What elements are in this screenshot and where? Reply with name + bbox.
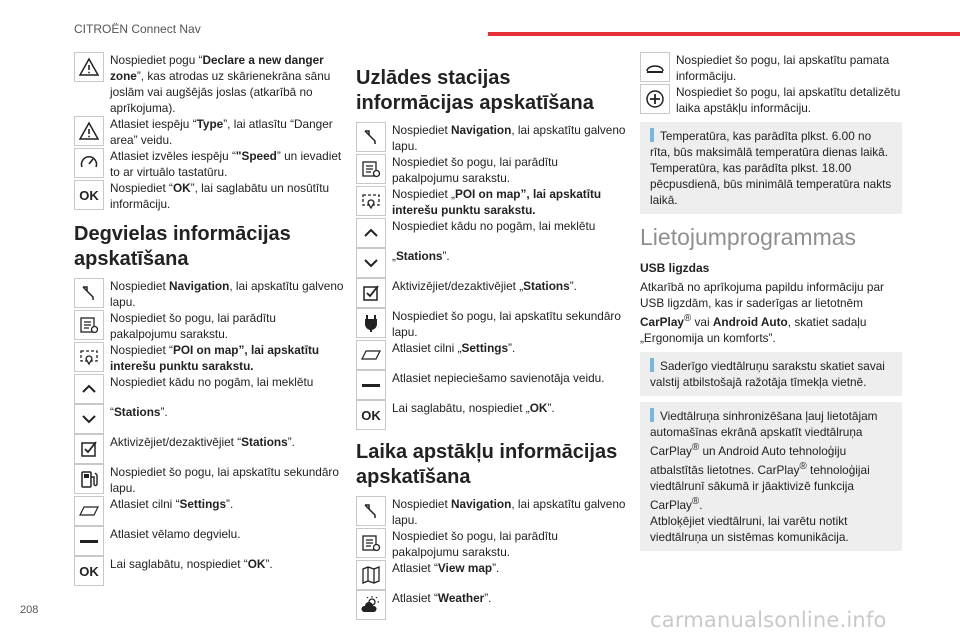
info-note-sync: Viedtālruņa sinhronizēšana ļauj lietotājam automašīnas ekrānā apskatīt viedtālruņa CarPlay® un Android Auto tehnoloģiju atbalstītās lietotnes. CarPlay® tehnoloģijai viedtālrunī sākumā ir jāaktivizē funkcija CarPlay®. Atbloķējiet viedtālruni, lai varētu notikt viedtālruņa un sistēmas komunikācija. bbox=[640, 402, 902, 551]
instruction-row bbox=[356, 308, 628, 340]
watermark: carmanualsonline.info bbox=[650, 608, 887, 632]
navigation-icon bbox=[356, 496, 386, 526]
instruction-row bbox=[356, 400, 628, 430]
checkbox-icon bbox=[74, 434, 104, 464]
fuel-pump-icon bbox=[74, 464, 104, 494]
checkbox-icon bbox=[356, 278, 386, 308]
header-accent-bar bbox=[488, 32, 960, 36]
instruction-row bbox=[640, 84, 902, 116]
navigation-icon bbox=[74, 278, 104, 308]
instruction-text: Nospiediet Navigation, lai apskatītu galveno lapu. bbox=[392, 123, 626, 153]
info-icon bbox=[650, 408, 654, 422]
header-title: CITROËN Connect Nav bbox=[74, 22, 201, 36]
settings-tab-icon bbox=[74, 496, 104, 526]
instruction-text: Nospiediet šo pogu, lai apskatītu pamata informāciju. bbox=[676, 53, 890, 83]
instruction-row bbox=[74, 180, 344, 212]
instruction-text: Nospiediet „POI on map”, lai apskatītu interešu punktu sarakstu. bbox=[392, 187, 602, 217]
instruction-text: „Stations”. bbox=[392, 249, 450, 263]
ev-plug-icon bbox=[356, 308, 386, 338]
instruction-text: Nospiediet pogu “Declare a new danger zone”, kas atrodas uz skārienekrāna sānu joslām vai augšējās joslas (atkarībā no aprīkojuma). bbox=[110, 53, 331, 115]
instruction-text: Nospiediet šo pogu, lai parādītu pakalpojumu sarakstu. bbox=[392, 529, 558, 559]
instruction-text: Nospiediet Navigation, lai apskatītu galveno lapu. bbox=[392, 497, 626, 527]
chevron-up-icon bbox=[356, 218, 386, 248]
map-icon bbox=[356, 560, 386, 590]
weather-icon bbox=[356, 590, 386, 620]
column-left bbox=[74, 52, 344, 586]
instruction-row bbox=[356, 370, 628, 400]
usb-paragraph: Atkarībā no aprīkojuma papildu informāciju par USB ligzdām, kas ir saderīgas ar lietotnēm CarPlay® vai Android Auto, skatiet sadaļu „Ergonomija un komforts”. bbox=[640, 280, 884, 345]
column-middle bbox=[356, 56, 628, 620]
instruction-row bbox=[74, 278, 344, 310]
info-icon bbox=[650, 128, 654, 142]
instruction-row bbox=[74, 52, 344, 116]
section-heading: Uzlādes stacijas informācijas apskatīšana bbox=[356, 67, 594, 114]
instruction-row bbox=[356, 528, 628, 560]
instruction-text: Nospiediet Navigation, lai apskatītu galveno lapu. bbox=[110, 279, 344, 309]
instruction-row bbox=[74, 342, 344, 374]
instruction-row bbox=[356, 248, 628, 278]
instruction-row bbox=[74, 404, 344, 434]
instruction-text: Atlasiet nepieciešamo savienotāja veidu. bbox=[392, 371, 605, 385]
instruction-text: Nospiediet šo pogu, lai apskatītu detalizētu laika apstākļu informāciju. bbox=[676, 85, 901, 115]
instruction-text: Nospiediet “OK”, lai saglabātu un nosūtītu informāciju. bbox=[110, 181, 330, 211]
warning-icon bbox=[74, 52, 104, 82]
column-right bbox=[640, 52, 902, 557]
speed-icon bbox=[74, 148, 104, 178]
instruction-row bbox=[74, 464, 344, 496]
instruction-row bbox=[74, 434, 344, 464]
instruction-row bbox=[356, 186, 628, 218]
instruction-row bbox=[356, 278, 628, 308]
navigation-icon bbox=[356, 122, 386, 152]
instruction-text: Nospiediet šo pogu, lai apskatītu sekundāro lapu. bbox=[110, 465, 339, 495]
instruction-row bbox=[356, 218, 628, 248]
ok-icon: OK bbox=[74, 180, 104, 210]
warning-icon bbox=[74, 116, 104, 146]
instruction-row bbox=[74, 374, 344, 404]
tab-icon bbox=[74, 526, 104, 556]
instruction-text: Nospiediet “POI on map”, lai apskatītu interešu punktu sarakstu. bbox=[110, 343, 320, 373]
instruction-row bbox=[356, 496, 628, 528]
instruction-row bbox=[74, 496, 344, 526]
instruction-row bbox=[74, 310, 344, 342]
section-heading: Degvielas informācijas apskatīšana bbox=[74, 223, 291, 270]
section-heading: Lietojumprogrammas bbox=[640, 224, 857, 250]
instruction-text: Nospiediet šo pogu, lai apskatītu sekundāro lapu. bbox=[392, 309, 621, 339]
section-heading: Laika apstākļu informācijas apskatīšana bbox=[356, 441, 618, 488]
instruction-row bbox=[74, 148, 344, 180]
instruction-row bbox=[356, 590, 628, 620]
list-settings-icon bbox=[74, 310, 104, 340]
instruction-row bbox=[74, 526, 344, 556]
instruction-text: Aktivizējiet/dezaktivējiet “Stations”. bbox=[110, 435, 295, 449]
instruction-text: Aktivizējiet/dezaktivējiet „Stations”. bbox=[392, 279, 577, 293]
list-settings-icon bbox=[356, 154, 386, 184]
plus-circle-icon bbox=[640, 84, 670, 114]
chevron-down-icon bbox=[74, 404, 104, 434]
instruction-row bbox=[356, 154, 628, 186]
instruction-row bbox=[74, 116, 344, 148]
instruction-text: Nospiediet šo pogu, lai parādītu pakalpojumu sarakstu. bbox=[110, 311, 276, 341]
page-number: 208 bbox=[20, 604, 39, 616]
subheading: USB ligzdas bbox=[640, 261, 710, 275]
instruction-row bbox=[356, 340, 628, 370]
instruction-text: Nospiediet kādu no pogām, lai meklētu bbox=[392, 219, 596, 233]
poi-map-icon bbox=[74, 342, 104, 372]
chevron-down-icon bbox=[356, 248, 386, 278]
ok-icon: OK bbox=[74, 556, 104, 586]
ok-icon: OK bbox=[356, 400, 386, 430]
instruction-text: “Stations”. bbox=[110, 405, 168, 419]
poi-map-icon bbox=[356, 186, 386, 216]
list-settings-icon bbox=[356, 528, 386, 558]
instruction-text: Lai saglabātu, nospiediet “OK”. bbox=[110, 557, 273, 571]
instruction-text: Atlasiet iespēju “Type”, lai atlasītu “Danger area” veidu. bbox=[110, 117, 333, 147]
info-note-temperature: Temperatūra, kas parādīta plkst. 6.00 no rīta, būs maksimālā temperatūra dienas laikā. Temperatūra, kas parādīta plkst. 18.00 pēcpusdienā, būs minimālā temperatūra nakts laikā. bbox=[640, 122, 902, 214]
instruction-text: Atlasiet “View map”. bbox=[392, 561, 500, 575]
instruction-row bbox=[356, 122, 628, 154]
instruction-text: Atlasiet izvēles iespēju “"Speed” un ievadiet to ar virtuālo tastatūru. bbox=[110, 149, 342, 179]
chevron-up-icon bbox=[74, 374, 104, 404]
settings-tab-icon bbox=[356, 340, 386, 370]
instruction-row bbox=[356, 560, 628, 590]
instruction-text: Atlasiet vēlamo degvielu. bbox=[110, 527, 241, 541]
info-note-compatible-phones: Saderīgo viedtālruņu sarakstu skatiet savai valstij atbilstošajā ražotāja tīmekļa vietnē. bbox=[640, 352, 902, 396]
tab-icon bbox=[356, 370, 386, 400]
instruction-text: Atlasiet “Weather”. bbox=[392, 591, 492, 605]
instruction-row bbox=[640, 52, 902, 84]
instruction-text: Lai saglabātu, nospiediet „OK”. bbox=[392, 401, 555, 415]
instruction-text: Nospiediet šo pogu, lai parādītu pakalpojumu sarakstu. bbox=[392, 155, 558, 185]
instruction-row bbox=[74, 556, 344, 586]
instruction-text: Nospiediet kādu no pogām, lai meklētu bbox=[110, 375, 314, 389]
weather-info-icon bbox=[640, 52, 670, 82]
instruction-text: Atlasiet cilni „Settings”. bbox=[392, 341, 516, 355]
instruction-text: Atlasiet cilni “Settings”. bbox=[110, 497, 234, 511]
info-icon bbox=[650, 358, 654, 372]
